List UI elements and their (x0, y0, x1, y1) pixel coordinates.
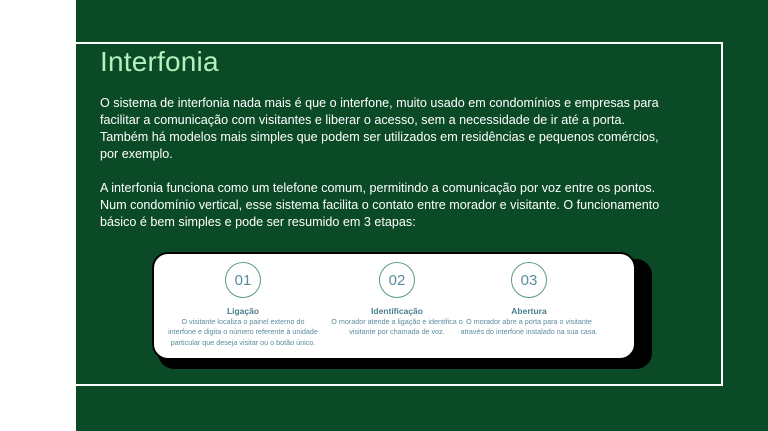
intro-paragraph: O sistema de interfonia nada mais é que o interfone, muito usado em condomínios e empresas para facilitar a comunicação com visitantes e liberar o acesso, sem a necessidade de ir até a porta. Também há modelos mais simples que podem ser utilizados em residências e pequenos comércios, por exemplo. (100, 96, 659, 161)
step-number-badge: 02 (379, 262, 415, 298)
slide (76, 0, 768, 431)
step-title: Identificação (371, 306, 423, 316)
step-title: Abertura (511, 306, 547, 316)
step-number-badge: 01 (225, 262, 261, 298)
step-number-badge: 03 (511, 262, 547, 298)
step-description: O morador abre a porta para o visitante através do interfone instalado na sua casa. (460, 317, 598, 337)
step-title: Ligação (226, 306, 260, 316)
step-description: O visitante localiza o painel externo do interfone e digita o número referente à unidade particular que deseja visitar ou o botão único. (168, 317, 318, 347)
step-identificacao (322, 262, 472, 338)
steps-card (152, 252, 636, 360)
step-ligacao (168, 262, 318, 348)
step-description: O morador atende a ligação e identifica o visitante por chamada de voz. (331, 317, 463, 337)
page-title: Interfonia (100, 46, 219, 77)
step-abertura (454, 262, 604, 338)
how-it-works-paragraph: A interfonia funciona como um telefone comum, permitindo a comunicação por voz entre os pontos. Num condomínio vertical, esse sistema facilita o contato entre morador e visitante. O funcionamento básico é bem simples e pode ser resumido em 3 etapas: (100, 181, 660, 229)
